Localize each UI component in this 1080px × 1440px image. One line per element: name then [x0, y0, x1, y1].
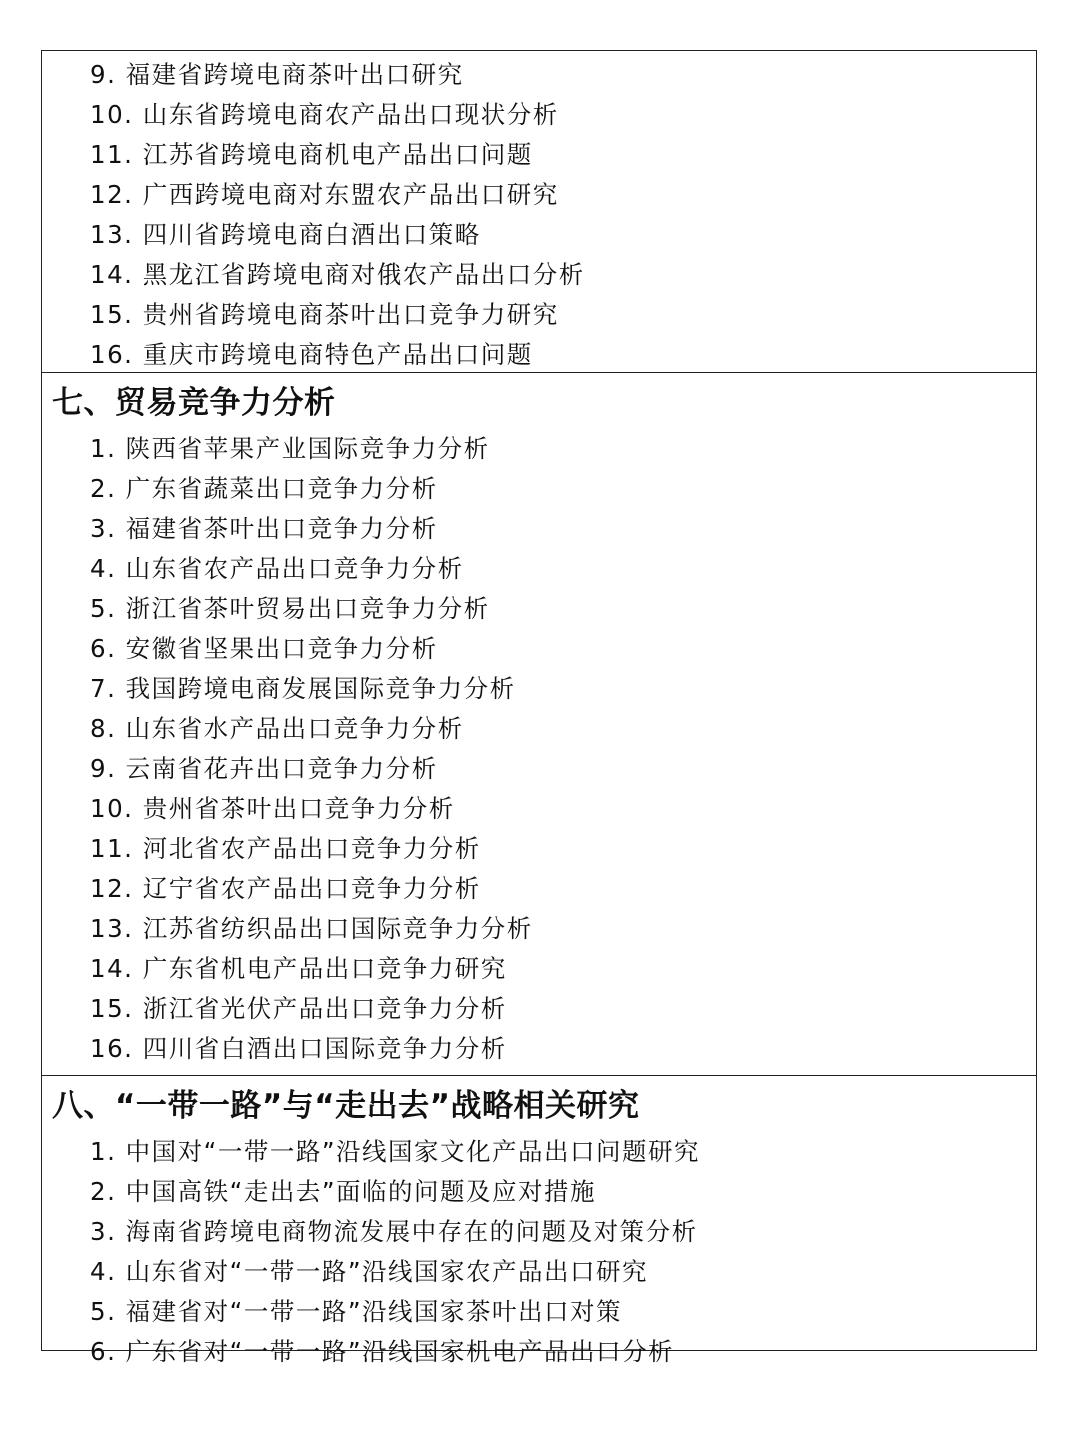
list-item: 9. 福建省跨境电商茶叶出口研究	[90, 60, 464, 89]
list-item: 1. 陕西省苹果产业国际竞争力分析	[90, 434, 490, 463]
list-item: 4. 山东省对“一带一路”沿线国家农产品出口研究	[90, 1257, 649, 1286]
list-item: 3. 海南省跨境电商物流发展中存在的问题及对策分析	[90, 1217, 698, 1246]
list-item: 10. 山东省跨境电商农产品出口现状分析	[90, 100, 559, 129]
list-item: 16. 四川省白酒出口国际竞争力分析	[90, 1034, 507, 1063]
list-item: 11. 江苏省跨境电商机电产品出口问题	[90, 140, 533, 169]
list-item: 14. 广东省机电产品出口竞争力研究	[90, 954, 507, 983]
list-item: 12. 广西跨境电商对东盟农产品出口研究	[90, 180, 559, 209]
list-item: 15. 浙江省光伏产品出口竞争力分析	[90, 994, 507, 1023]
list-item: 6. 广东省对“一带一路”沿线国家机电产品出口分析	[90, 1337, 675, 1366]
section-belt-and-road	[42, 1075, 1036, 1366]
list-item: 10. 贵州省茶叶出口竞争力分析	[90, 794, 455, 823]
list-item: 4. 山东省农产品出口竞争力分析	[90, 554, 464, 583]
list-item: 11. 河北省农产品出口竞争力分析	[90, 834, 481, 863]
list-item: 2. 中国高铁“走出去”面临的问题及应对措施	[90, 1177, 597, 1206]
list-item: 2. 广东省蔬菜出口竞争力分析	[90, 474, 438, 503]
list-item: 7. 我国跨境电商发展国际竞争力分析	[90, 674, 516, 703]
list-item: 12. 辽宁省农产品出口竞争力分析	[90, 874, 481, 903]
list-item: 13. 四川省跨境电商白酒出口策略	[90, 220, 481, 249]
section-heading: 七、贸易竞争力分析	[52, 385, 336, 421]
list-item: 15. 贵州省跨境电商茶叶出口竞争力研究	[90, 300, 559, 329]
topic-table	[41, 50, 1037, 1366]
list-item: 1. 中国对“一带一路”沿线国家文化产品出口问题研究	[90, 1137, 701, 1166]
list-item: 14. 黑龙江省跨境电商对俄农产品出口分析	[90, 260, 585, 289]
topic-list	[42, 51, 1036, 375]
list-item: 16. 重庆市跨境电商特色产品出口问题	[90, 340, 533, 369]
list-item: 3. 福建省茶叶出口竞争力分析	[90, 514, 438, 543]
topic-list	[42, 1132, 1036, 1372]
list-item: 6. 安徽省坚果出口竞争力分析	[90, 634, 438, 663]
list-item: 5. 浙江省茶叶贸易出口竞争力分析	[90, 594, 490, 623]
section-trade-competitiveness	[42, 372, 1036, 1075]
topic-list	[42, 429, 1036, 1069]
list-item: 13. 江苏省纺织品出口国际竞争力分析	[90, 914, 533, 943]
list-item: 9. 云南省花卉出口竞争力分析	[90, 754, 438, 783]
list-item: 5. 福建省对“一带一路”沿线国家茶叶出口对策	[90, 1297, 623, 1326]
section-heading: 八、“一带一路”与“走出去”战略相关研究	[52, 1088, 640, 1124]
section-cross-border-ecommerce-continued	[42, 51, 1036, 372]
list-item: 8. 山东省水产品出口竞争力分析	[90, 714, 464, 743]
